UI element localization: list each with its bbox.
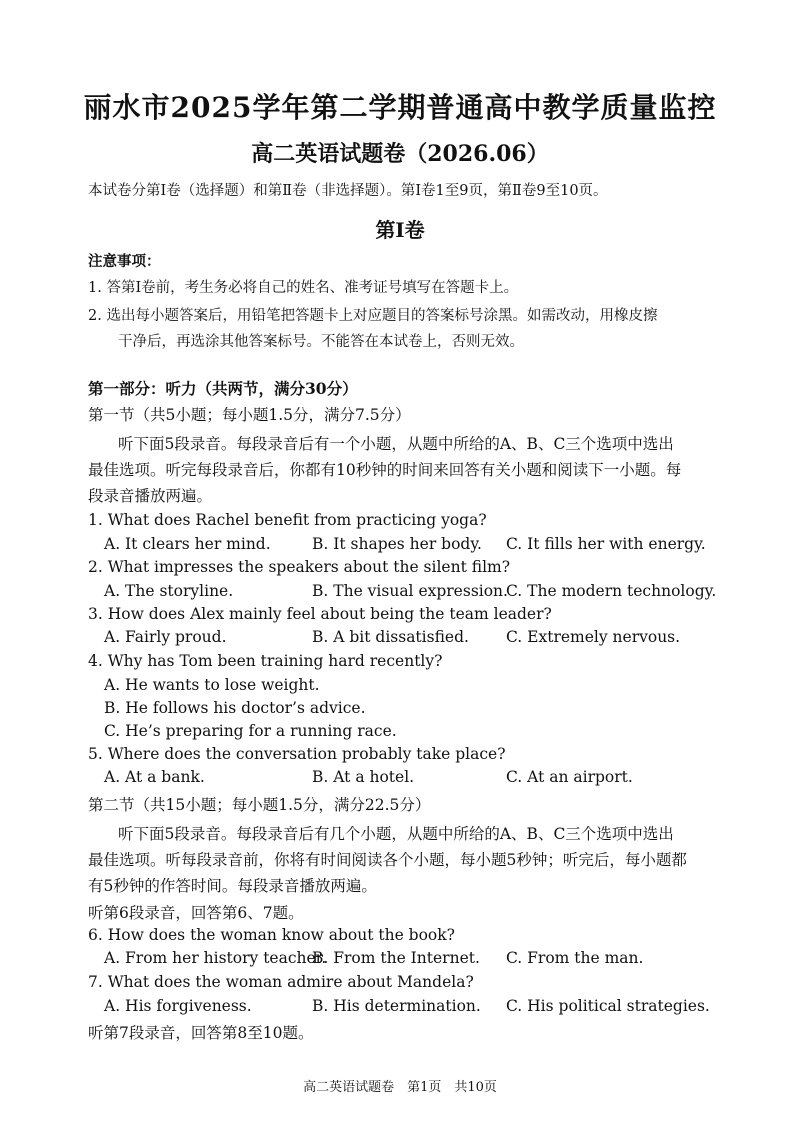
notice-heading: 注意事项： — [88, 253, 161, 270]
section2-instruction-line-3: 有5秒钟的作答时间。每段录音播放两遍。 — [88, 877, 377, 895]
section2-instruction-line-1: 听下面5段录音。每段录音后有几个小题，从题中所给的A、B、C三个选项中选出 — [118, 825, 674, 843]
listen-passage-6: 听第6段录音，回答第6、7题。 — [88, 904, 304, 922]
listen-passage-7: 听第7段录音，回答第8至10题。 — [88, 1024, 314, 1042]
question-5-option-a: A. At a bank. — [104, 768, 205, 786]
section1-instruction-line-2: 最佳选项。听完每段录音后，你都有10秒钟的时间来回答有关小题和阅读下一小题。每 — [88, 461, 682, 479]
question-2-stem: 2. What impresses the speakers about the silent film? — [88, 558, 511, 576]
notice-item-2-line-1: 2. 选出每小题答案后，用铅笔把答题卡上对应题目的答案标号涂黑。如需改动，用橡皮擦 — [88, 308, 658, 324]
section1-heading: 第一节（共5小题；每小题1.5分，满分7.5分） — [88, 406, 411, 424]
question-6-option-c: C. From the man. — [506, 949, 644, 967]
question-4-option-b: B. He follows his doctor’s advice. — [104, 699, 366, 717]
question-5-option-b: B. At a hotel. — [312, 768, 415, 786]
question-3-option-c: C. Extremely nervous. — [506, 628, 681, 646]
question-6-option-a: A. From her history teacher. — [104, 949, 327, 967]
question-2-option-c: C. The modern technology. — [506, 582, 717, 600]
section1-instruction-line-1: 听下面5段录音。每段录音后有一个小题，从题中所给的A、B、C三个选项中选出 — [118, 435, 674, 453]
notice-item-1: 1. 答第Ⅰ卷前，考生务必将自己的姓名、准考证号填写在答题卡上。 — [88, 280, 519, 296]
page-footer: 高二英语试题卷 第1页 共10页 — [303, 1080, 497, 1095]
question-4-option-a: A. He wants to lose weight. — [104, 676, 320, 694]
section2-instruction-line-2: 最佳选项。听每段录音前，你将有时间阅读各个小题，每小题5秒钟；听完后，每小题都 — [88, 851, 687, 869]
notice-item-2-line-2: 干净后，再选涂其他答案标号。不能答在本试卷上，否则无效。 — [118, 334, 524, 350]
question-1-option-a: A. It clears her mind. — [104, 535, 271, 553]
question-2-option-a: A. The storyline. — [104, 582, 234, 600]
volume-title: 第Ⅰ卷 — [375, 218, 425, 242]
question-7-option-c: C. His political strategies. — [506, 997, 710, 1015]
exam-title: 丽水市2025学年第二学期普通高中教学质量监控 — [83, 91, 717, 124]
question-5-stem: 5. Where does the conversation probably take place? — [88, 745, 506, 763]
question-7-option-b: B. His determination. — [312, 997, 481, 1015]
question-2-option-b: B. The visual expression. — [312, 582, 508, 600]
question-1-option-b: B. It shapes her body. — [312, 535, 482, 553]
question-3-stem: 3. How does Alex mainly feel about being the team leader? — [88, 605, 552, 623]
exam-subtitle: 高二英语试题卷（2026.06） — [251, 141, 549, 167]
question-7-stem: 7. What does the woman admire about Mandela? — [88, 973, 474, 991]
question-1-stem: 1. What does Rachel benefit from practicing yoga? — [88, 511, 487, 529]
question-7-option-a: A. His forgiveness. — [104, 997, 252, 1015]
question-1-option-c: C. It fills her with energy. — [506, 535, 706, 553]
exam-intro: 本试卷分第Ⅰ卷（选择题）和第Ⅱ卷（非选择题）。第Ⅰ卷1至9页，第Ⅱ卷9至10页。 — [88, 183, 608, 199]
section1-instruction-line-3: 段录音播放两遍。 — [88, 487, 213, 505]
section2-heading: 第二节（共15小题；每小题1.5分，满分22.5分） — [88, 796, 431, 814]
question-4-option-c: C. He’s preparing for a running race. — [104, 722, 397, 740]
part1-heading: 第一部分：听力（共两节，满分30分） — [88, 379, 358, 398]
question-3-option-b: B. A bit dissatisfied. — [312, 628, 469, 646]
question-5-option-c: C. At an airport. — [506, 768, 633, 786]
question-6-option-b: B. From the Internet. — [312, 949, 480, 967]
question-6-stem: 6. How does the woman know about the book? — [88, 926, 455, 944]
question-3-option-a: A. Fairly proud. — [104, 628, 227, 646]
question-4-stem: 4. Why has Tom been training hard recently? — [88, 652, 443, 670]
